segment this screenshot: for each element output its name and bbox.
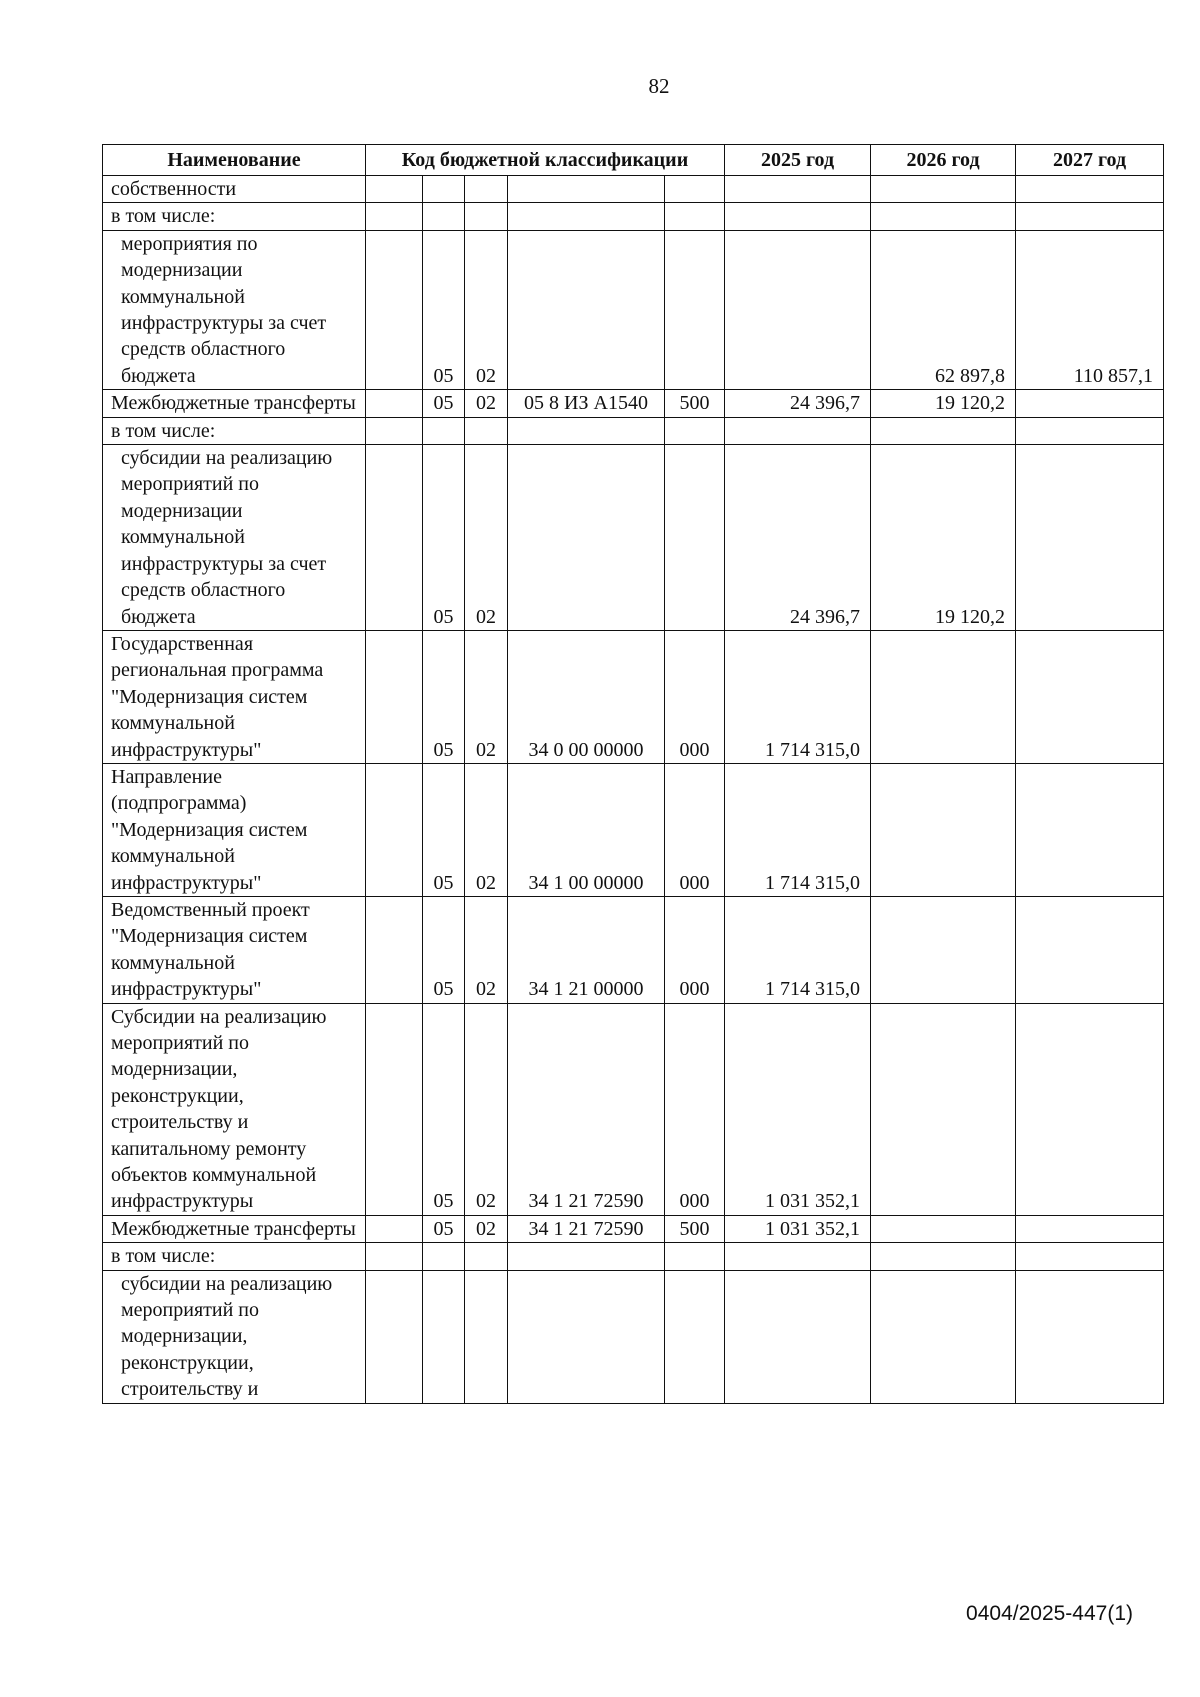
row-target-code (508, 230, 665, 389)
row-expense-type-code (665, 203, 725, 230)
header-2026: 2026 год (871, 145, 1016, 176)
row-expense-type-code: 000 (665, 896, 725, 1003)
row-expense-type-code: 000 (665, 1003, 725, 1215)
row-section-code (423, 176, 465, 203)
header-2027: 2027 год (1016, 145, 1164, 176)
row-value-2026 (871, 763, 1016, 896)
row-value-2027 (1016, 203, 1164, 230)
page-number: 82 (648, 74, 670, 98)
header-code: Код бюджетной классификации (366, 145, 725, 176)
table-row (103, 445, 1164, 631)
table-row (103, 1215, 1164, 1242)
row-subsection-code (465, 1243, 508, 1270)
row-target-code: 34 1 00 00000 (508, 763, 665, 896)
table-row (103, 630, 1164, 763)
row-value-2027 (1016, 1270, 1164, 1403)
table-row (103, 203, 1164, 230)
row-section-code: 05 (423, 445, 465, 631)
row-name: Направление (подпрограмма) "Модернизация систем коммунальной инфраструктуры" (103, 763, 366, 896)
table-header-row (103, 145, 1164, 176)
row-target-code: 34 1 21 72590 (508, 1215, 665, 1242)
row-target-code (508, 203, 665, 230)
row-subsection-code: 02 (465, 1215, 508, 1242)
row-subsection-code (465, 203, 508, 230)
row-target-code (508, 176, 665, 203)
row-target-code: 34 1 21 00000 (508, 896, 665, 1003)
row-value-2025: 24 396,7 (725, 445, 871, 631)
row-subsection-code: 02 (465, 1003, 508, 1215)
row-expense-type-code: 000 (665, 630, 725, 763)
row-subsection-code: 02 (465, 763, 508, 896)
row-value-2027 (1016, 445, 1164, 631)
table-row (103, 1243, 1164, 1270)
row-value-2027 (1016, 763, 1164, 896)
row-expense-type-code (665, 176, 725, 203)
row-subsection-code: 02 (465, 230, 508, 389)
row-target-code (508, 417, 665, 444)
row-value-2026 (871, 1003, 1016, 1215)
row-empty-code (366, 896, 423, 1003)
row-subsection-code (465, 417, 508, 444)
row-target-code (508, 445, 665, 631)
row-target-code: 34 0 00 00000 (508, 630, 665, 763)
row-value-2027 (1016, 1243, 1164, 1270)
row-value-2025: 1 031 352,1 (725, 1215, 871, 1242)
row-subsection-code: 02 (465, 896, 508, 1003)
row-value-2027 (1016, 1215, 1164, 1242)
row-value-2026 (871, 896, 1016, 1003)
row-expense-type-code (665, 1243, 725, 1270)
row-name: Государственная региональная программа "Модернизация систем коммунальной инфраструктуры" (103, 630, 366, 763)
table-body (103, 176, 1164, 1404)
table-row (103, 1003, 1164, 1215)
row-name: Межбюджетные трансферты (103, 1215, 366, 1242)
row-value-2026: 19 120,2 (871, 445, 1016, 631)
row-value-2025 (725, 1243, 871, 1270)
row-target-code (508, 1243, 665, 1270)
row-value-2025 (725, 230, 871, 389)
row-value-2027 (1016, 390, 1164, 417)
row-value-2027: 110 857,1 (1016, 230, 1164, 389)
row-value-2027 (1016, 417, 1164, 444)
row-empty-code (366, 203, 423, 230)
row-value-2025: 1 714 315,0 (725, 630, 871, 763)
row-subsection-code (465, 176, 508, 203)
row-subsection-code: 02 (465, 445, 508, 631)
row-section-code: 05 (423, 230, 465, 389)
row-empty-code (366, 1243, 423, 1270)
row-target-code: 34 1 21 72590 (508, 1003, 665, 1215)
row-value-2026 (871, 176, 1016, 203)
table-row (103, 763, 1164, 896)
row-value-2026 (871, 417, 1016, 444)
row-section-code: 05 (423, 630, 465, 763)
row-value-2027 (1016, 630, 1164, 763)
row-target-code (508, 1270, 665, 1403)
row-name: субсидии на реализацию мероприятий по модернизации коммунальной инфраструктуры за счет средств областного бюджета (103, 445, 366, 631)
row-name: в том числе: (103, 1243, 366, 1270)
row-section-code (423, 1270, 465, 1403)
row-empty-code (366, 230, 423, 389)
row-value-2025 (725, 1270, 871, 1403)
header-name: Наименование (103, 145, 366, 176)
row-expense-type-code: 000 (665, 763, 725, 896)
row-value-2025 (725, 417, 871, 444)
row-subsection-code (465, 1270, 508, 1403)
header-2025: 2025 год (725, 145, 871, 176)
row-empty-code (366, 763, 423, 896)
row-name: в том числе: (103, 203, 366, 230)
row-value-2026: 62 897,8 (871, 230, 1016, 389)
row-value-2025 (725, 203, 871, 230)
row-expense-type-code: 500 (665, 1215, 725, 1242)
row-value-2025: 1 031 352,1 (725, 1003, 871, 1215)
row-value-2025 (725, 176, 871, 203)
row-empty-code (366, 176, 423, 203)
row-section-code (423, 1243, 465, 1270)
row-value-2027 (1016, 1003, 1164, 1215)
row-expense-type-code (665, 445, 725, 631)
row-name: в том числе: (103, 417, 366, 444)
row-value-2026 (871, 203, 1016, 230)
table-row (103, 390, 1164, 417)
row-empty-code (366, 417, 423, 444)
row-empty-code (366, 630, 423, 763)
row-value-2027 (1016, 176, 1164, 203)
row-name: Межбюджетные трансферты (103, 390, 366, 417)
table-row (103, 896, 1164, 1003)
row-value-2025: 1 714 315,0 (725, 763, 871, 896)
row-value-2025: 24 396,7 (725, 390, 871, 417)
row-empty-code (366, 445, 423, 631)
row-empty-code (366, 390, 423, 417)
row-value-2027 (1016, 896, 1164, 1003)
row-section-code: 05 (423, 1215, 465, 1242)
row-value-2026 (871, 1270, 1016, 1403)
row-value-2026: 19 120,2 (871, 390, 1016, 417)
row-target-code: 05 8 ИЗ А1540 (508, 390, 665, 417)
table-row (103, 1270, 1164, 1403)
row-empty-code (366, 1003, 423, 1215)
row-empty-code (366, 1215, 423, 1242)
row-section-code: 05 (423, 1003, 465, 1215)
table-row (103, 176, 1164, 203)
budget-table (102, 144, 1164, 1404)
row-subsection-code: 02 (465, 630, 508, 763)
row-subsection-code: 02 (465, 390, 508, 417)
row-name: субсидии на реализацию мероприятий по модернизации, реконструкции, строительству и (103, 1270, 366, 1403)
row-value-2026 (871, 630, 1016, 763)
row-empty-code (366, 1270, 423, 1403)
row-expense-type-code (665, 1270, 725, 1403)
row-name: собственности (103, 176, 366, 203)
table-row (103, 417, 1164, 444)
row-section-code (423, 417, 465, 444)
row-value-2026 (871, 1243, 1016, 1270)
row-value-2025: 1 714 315,0 (725, 896, 871, 1003)
table-row (103, 230, 1164, 389)
row-expense-type-code (665, 230, 725, 389)
row-expense-type-code: 500 (665, 390, 725, 417)
document-number: 0404/2025-447(1) (966, 1602, 1133, 1625)
row-name: Ведомственный проект "Модернизация систем коммунальной инфраструктуры" (103, 896, 366, 1003)
row-name: мероприятия по модернизации коммунальной инфраструктуры за счет средств областного бюджета (103, 230, 366, 389)
row-section-code (423, 203, 465, 230)
row-section-code: 05 (423, 896, 465, 1003)
row-name: Субсидии на реализацию мероприятий по модернизации, реконструкции, строительству и капитальному ремонту объектов коммунальной инфраструктуры (103, 1003, 366, 1215)
row-value-2026 (871, 1215, 1016, 1242)
row-expense-type-code (665, 417, 725, 444)
row-section-code: 05 (423, 763, 465, 896)
row-section-code: 05 (423, 390, 465, 417)
